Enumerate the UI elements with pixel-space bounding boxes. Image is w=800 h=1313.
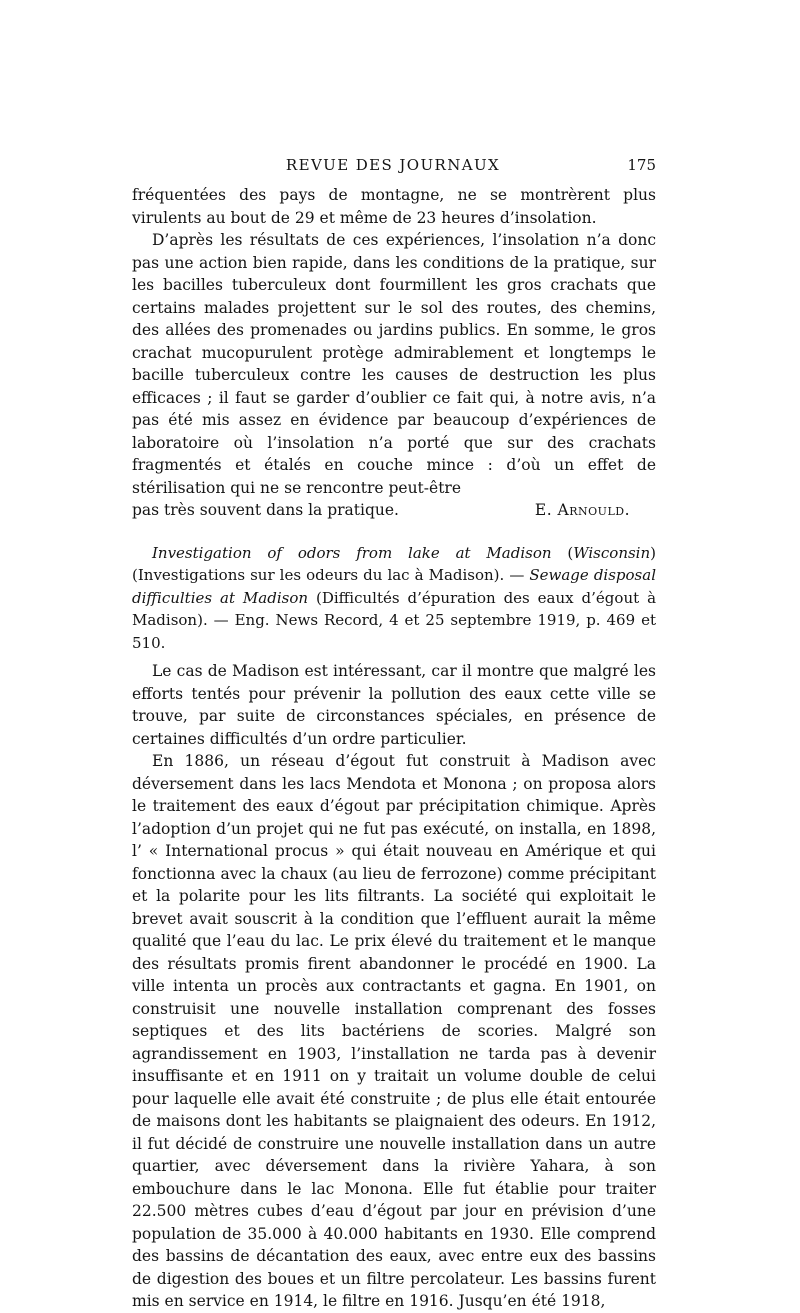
article1-paragraph-2: D’après les résultats de ces expériences, l’insolation n’a donc pas une action bien rapide, dans les conditions de la pratique, sur les bacilles tuberculeux dont fourmillent les gros crachats que certains malades projettent sur le sol des routes, des chemins, des allées des promenades ou jardins publics. En somme, le gros crachat mucopurulent protège admirablement et longtemps le bacille tuberculeux contre les causes de destruction les plus efficaces ; il faut se garder d’oublier ce fait qui, à notre avis, n’a pas été mis assez en évidence par beaucoup d’expériences de laboratoire où l’insolation n’a porté que sur des crachats fragmentés et étalés en couche mince : d’où un effet de stérilisation qui ne se rencontre peut-être	[132, 231, 656, 497]
citation-translation-2: (Difficultés d’épuration des eaux d’égout à Madison). — Eng. News Record, 4 et 25 septembre 1919, p. 469 et 510.	[132, 588, 657, 652]
citation-translation-1: (Investigations sur les odeurs du lac à Madison). —	[132, 566, 530, 584]
article1-paragraph-1: fréquentées des pays de montagne, ne se montrèrent plus virulents au bout de 29 et même de 23 heures d’insolation.	[132, 186, 656, 227]
citation-paren-close: )	[650, 543, 656, 562]
article2-paragraph-1: Le cas de Madison est intéressant, car il montre que malgré les efforts tentés pour prévenir la pollution des eaux cette ville se trouve, par suite de circonstances spéciales, en présence de certaines difficultés d’un ordre particulier.	[132, 662, 656, 748]
running-title: REVUE DES JOURNAUX	[285, 156, 501, 174]
citation-title: Investigation of odors from lake at Madison	[152, 543, 552, 562]
section-gap	[132, 522, 656, 542]
article1-last-line: pas très souvent dans la pratique.	[132, 501, 399, 519]
page-number: 175	[627, 156, 656, 174]
citation-place: Wisconsin	[573, 543, 651, 562]
article1-closing-line	[132, 499, 656, 522]
author-signature: E. Arnould.	[534, 501, 630, 519]
article2-paragraph-2: En 1886, un réseau d’égout fut construit à Madison avec déversement dans les lacs Mendota et Monona ; on proposa alors le traitement des eaux d’égout par précipitation chimique. Après l’adoption d’un projet qui ne fut pas exécuté, on installa, en 1898, l’ « International procus » qui était nouveau en Amérique et qui fonctionna avec la chaux (au lieu de ferrozone) comme précipitant et la polarite pour les lits filtrants. La société qui exploitait le brevet avait souscrit à la condition que l’effluent aurait la même qualité que l’eau du lac. Le prix élevé du traitement et le manque des résultats promis firent abandonner le procédé en 1900. La ville intenta un procès aux contractants et gagna. En 1901, on construisit une nouvelle installation comprenant des fosses septiques et des lits bactériens de scories. Malgré son agrandissement en 1903, l’installation ne tarda pas à devenir insuffisante et en 1911 on y traitait un volume double de celui pour laquelle elle avait été construite ; de plus elle était entourée de maisons dont les habitants se plaignaient des odeurs. En 1912, il fut décidé de construire une nouvelle installation dans un autre quartier, avec déversement dans la rivière Yahara, à son embouchure dans le lac Monona. Elle fut établie pour traiter 22.500 mètres cubes d’eau d’égout par jour en prévision d’une population de 35.000 à 40.000 habitants en 1930. Elle comprend des bassins de décantation des eaux, avec entre eux des bassins de digestion des boues et un filtre percolateur. Les bassins furent mis en service en 1914, le filtre en 1916. Jusqu’en été 1918,	[132, 752, 656, 1310]
citation-subtitle: Sewage disposal difficulties at Madison	[132, 566, 656, 607]
running-header	[130, 154, 656, 178]
body-text	[132, 184, 656, 1313]
citation-paren-open: (	[551, 543, 574, 562]
article2-citation	[132, 542, 656, 655]
